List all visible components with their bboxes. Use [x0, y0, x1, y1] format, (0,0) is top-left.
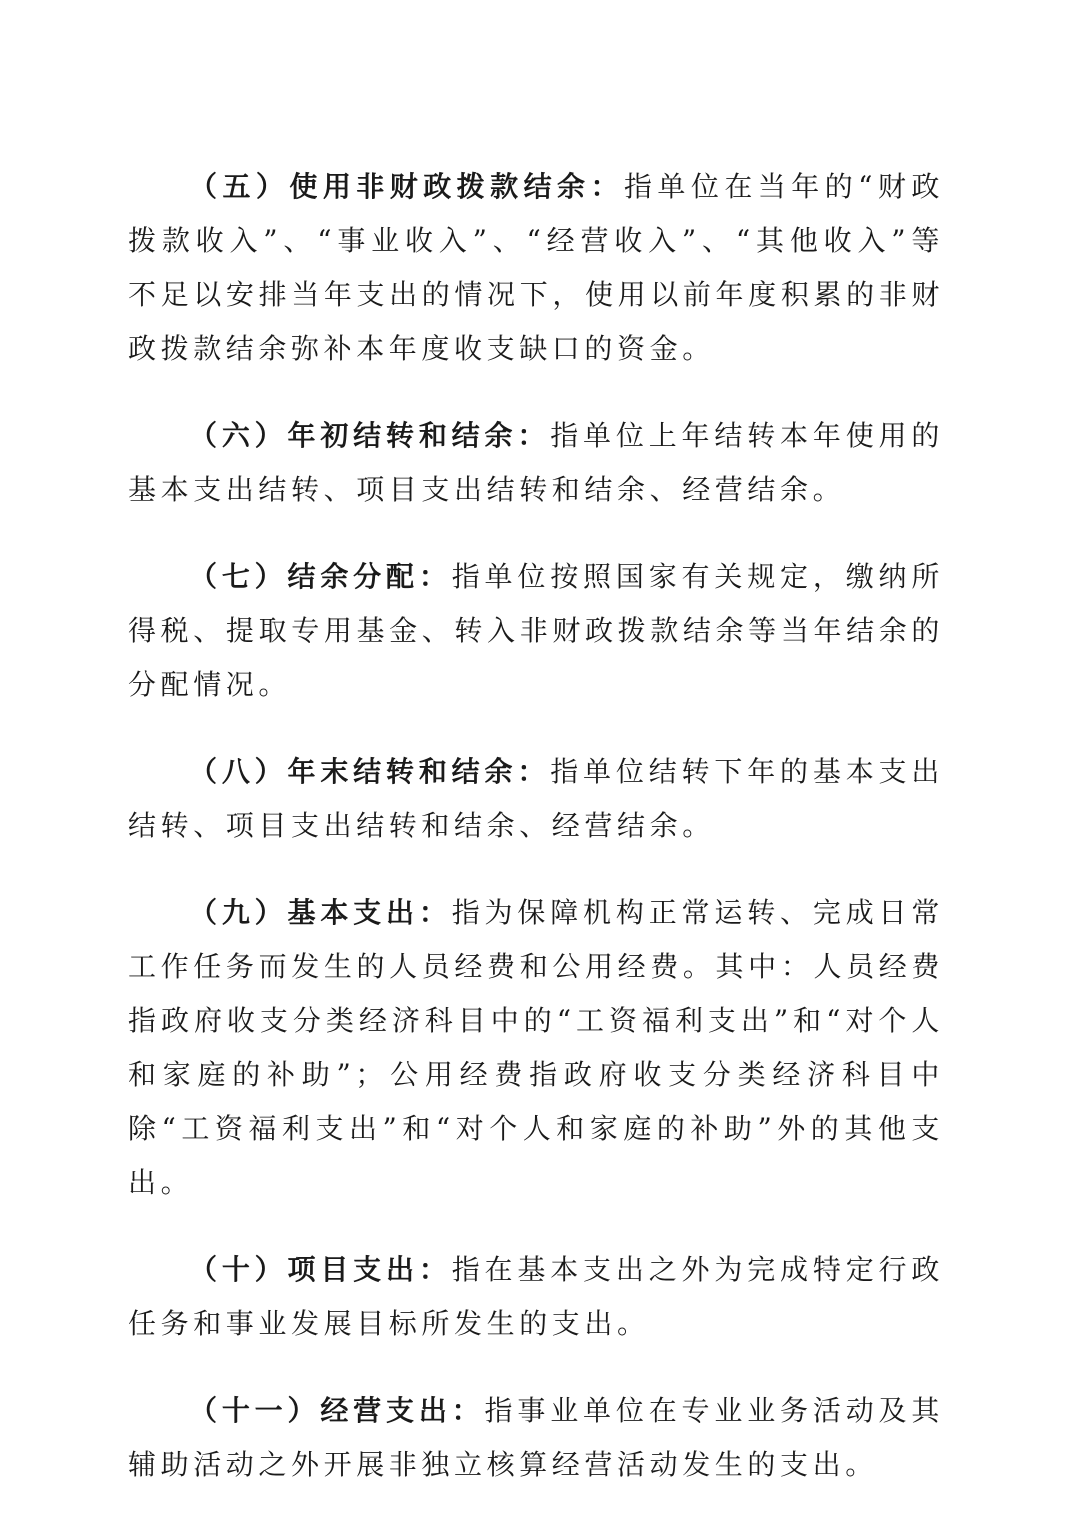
paragraph-10 [128, 1243, 944, 1351]
term-heading: （八）年末结转和结余： [189, 755, 551, 788]
term-definition: 指单位按照国家有关规定，缴纳所得税、提取专用基金、转入非财政拨款结余等当年结余的分配情况。 [128, 560, 944, 701]
term-definition: 指单位上年结转本年使用的基本支出结转、项目支出结转和结余、经营结余。 [128, 419, 944, 506]
term-heading: （六）年初结转和结余： [189, 419, 551, 452]
term-heading: （七）结余分配： [189, 560, 452, 593]
term-definition: 指单位在当年的“财政拨款收入”、“事业收入”、“经营收入”、“其他收入”等不足以安排当年支出的情况下，使用以前年度积累的非财政拨款结余弥补本年度收支缺口的资金。 [128, 170, 944, 365]
paragraph-9 [128, 886, 944, 1210]
paragraph-5 [128, 160, 944, 376]
term-definition: 指单位结转下年的基本支出结转、项目支出结转和结余、经营结余。 [128, 755, 944, 842]
term-heading: （十）项目支出： [189, 1253, 452, 1286]
term-heading: （九）基本支出： [189, 896, 452, 929]
paragraph-7 [128, 550, 944, 712]
term-heading: （十一）经营支出： [189, 1394, 485, 1427]
term-definition: 指为保障机构正常运转、完成日常工作任务而发生的人员经费和公用经费。其中：人员经费指政府收支分类经济科目中的“工资福利支出”和“对个人和家庭的补助”；公用经费指政府收支分类经济科目中除“工资福利支出”和“对个人和家庭的补助”外的其他支出。 [128, 896, 944, 1199]
term-definition: 指在基本支出之外为完成特定行政任务和事业发展目标所发生的支出。 [128, 1253, 944, 1340]
term-definition: 指事业单位在专业业务活动及其辅助活动之外开展非独立核算经营活动发生的支出。 [128, 1394, 944, 1481]
paragraph-8 [128, 745, 944, 853]
paragraph-11 [128, 1384, 944, 1492]
paragraph-6 [128, 409, 944, 517]
term-heading: （五）使用非财政拨款结余： [189, 170, 624, 203]
document-body [128, 160, 944, 1525]
